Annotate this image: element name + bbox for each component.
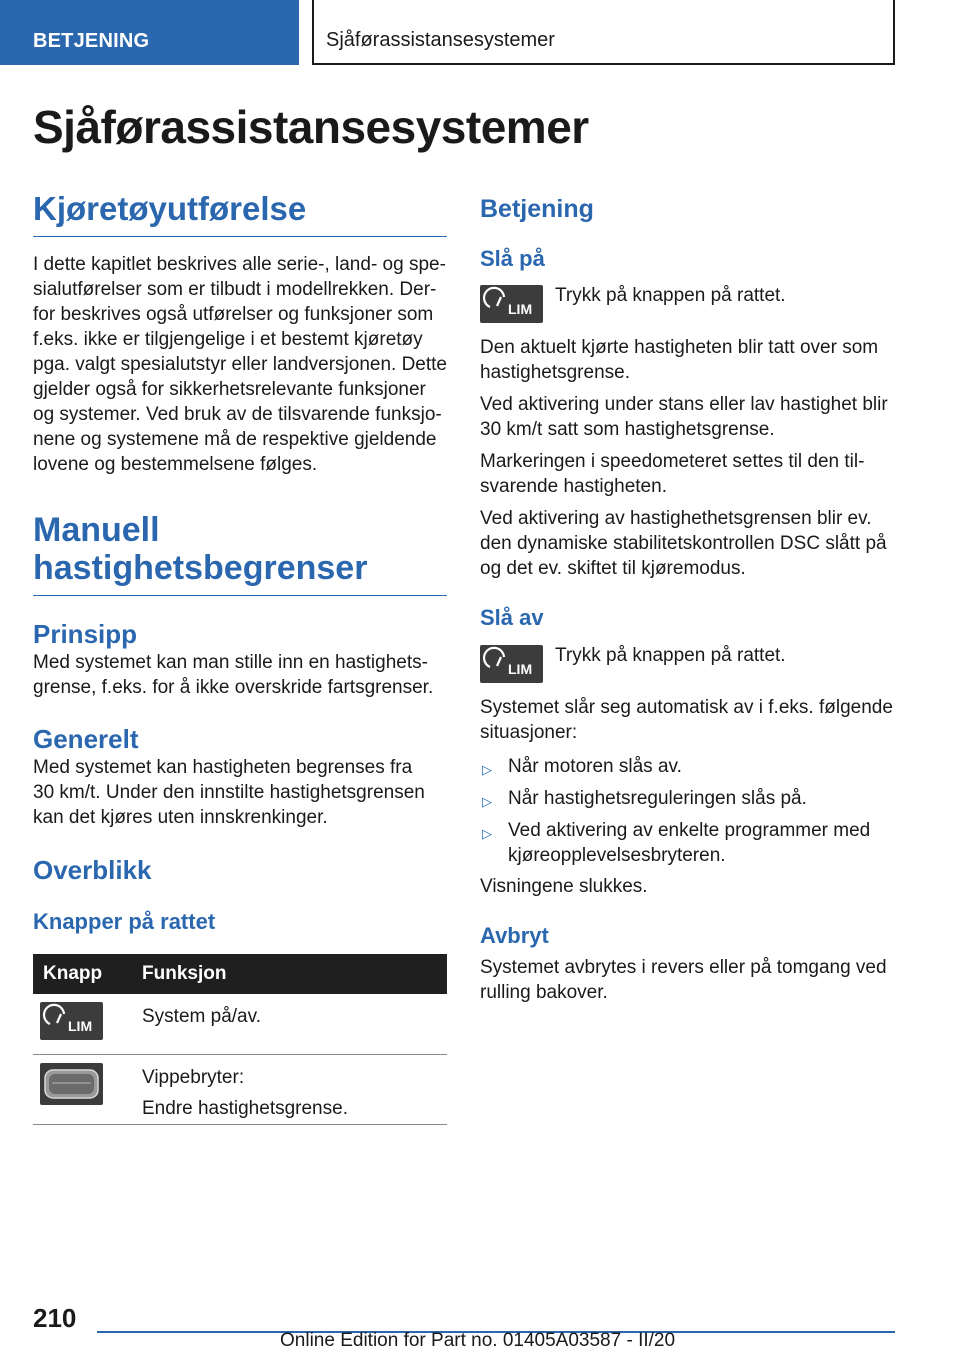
chapter-tab [0, 0, 299, 65]
text-line: sialutførelser som er tilbudt i modellrekken. Der- [33, 279, 437, 300]
table-row [33, 1054, 447, 1124]
text-line: Med systemet kan man stille inn en hastighets- [33, 652, 428, 673]
text-line: rulling bakover. [480, 982, 608, 1003]
list-item [480, 818, 895, 868]
text-line: Med systemet kan hastigheten begrenses fra [33, 757, 413, 778]
triangle-bullet-icon: ▷ [482, 794, 492, 809]
turn-off-press-text: Trykk på knappen på rattet. [555, 645, 786, 666]
turn-off-instruction [480, 645, 895, 683]
list-item [480, 754, 895, 779]
principle-heading: Prinsipp [33, 619, 138, 649]
table-header-function: Funksjon [138, 954, 447, 994]
abort-heading: Avbryt [480, 923, 549, 948]
displays-off-text: Visningene slukkes. [480, 876, 648, 897]
turn-off-paragraph [480, 695, 895, 745]
text-line: den dynamiske stabilitetskontrollen DSC slått på [480, 533, 887, 554]
abort-paragraph [480, 955, 895, 1005]
table-header-button: Knapp [33, 954, 138, 994]
list-item [480, 786, 895, 811]
text-line: Systemet slår seg automatisk av i f.eks. følgende [480, 697, 893, 718]
text-line: lovene og bestemmelsene følges. [33, 454, 318, 475]
text-line: situasjoner: [480, 722, 578, 743]
buttons-heading: Knapper på rattet [33, 909, 216, 934]
operation-heading: Betjening [480, 195, 594, 223]
text-line: Når hastighetsreguleringen slås på. [508, 788, 807, 809]
table-row [33, 994, 447, 1054]
vehicle-heading: Kjøretøyutførelse [33, 190, 447, 237]
turn-on-paragraph [480, 449, 895, 499]
rocker-switch-icon [40, 1063, 103, 1105]
heading-line: hastighetsbegrenser [33, 549, 368, 587]
page-number: 210 [33, 1303, 77, 1333]
speed-limiter-button-icon [480, 645, 543, 683]
page-title: Sjåførassistansesystemer [33, 101, 589, 153]
triangle-bullet-icon: ▷ [482, 762, 492, 777]
text-line: og det ev. skiftet til kjøremodus. [480, 558, 746, 579]
table-cell-icon [33, 994, 138, 1054]
text-line: Markeringen i speedometeret settes til den til- [480, 451, 865, 472]
text-line: hastighetsgrense. [480, 362, 630, 383]
text-line: 30 km/t. Under den innstilte hastighetsgrensen [33, 782, 425, 803]
manual-limiter-heading [33, 511, 447, 596]
principle-paragraph [33, 650, 447, 700]
table-cell-icon [33, 1054, 138, 1124]
text-line: Når motoren slås av. [508, 756, 682, 777]
text-line: 30 km/t satt som hastighetsgrense. [480, 419, 775, 440]
text-line: grense, f.eks. for å ikke overskride fartsgrenser. [33, 677, 434, 698]
text-line: kjøreopplevelsesbryteren. [508, 845, 726, 866]
turn-on-instruction [480, 285, 895, 323]
text-line: nene og systemene må de respektive gjeldende [33, 429, 437, 450]
table-cell-function: System på/av. [138, 994, 447, 1054]
speed-limiter-button-icon [40, 1002, 103, 1040]
text-line: og systemer. Ved bruk av de tilsvarende funksjo- [33, 404, 442, 425]
text-line: Systemet avbrytes i revers eller på tomgang ved [480, 957, 887, 978]
edition-text: Online Edition for Part no. 01405A03587 - II/20 [280, 1330, 676, 1351]
vehicle-paragraph [33, 252, 447, 477]
general-paragraph [33, 755, 447, 830]
left-column [33, 190, 447, 1125]
turn-on-paragraph [480, 392, 895, 442]
turn-on-paragraph [480, 506, 895, 581]
text-line: pga. valgt spesialutstyr eller landversjonen. Dette [33, 354, 448, 375]
turn-on-paragraph [480, 335, 895, 385]
text-line: I dette kapitlet beskrives alle serie-, land- og spe- [33, 254, 446, 275]
section-header-label: Sjåførassistansesystemer [326, 29, 555, 51]
lim-label: LIM [508, 661, 533, 677]
text-line: Ved aktivering av hastighethetsgrensen blir ev. [480, 508, 872, 529]
overview-heading: Overblikk [33, 855, 152, 885]
table-header-row [33, 954, 447, 994]
section-header [312, 0, 895, 65]
turn-on-heading: Slå på [480, 246, 545, 271]
text-line: Vippebryter: [142, 1066, 245, 1088]
text-line: svarende hastigheten. [480, 476, 667, 497]
table-cell-function [138, 1054, 447, 1124]
speed-limiter-button-icon [480, 285, 543, 323]
turn-off-heading: Slå av [480, 605, 544, 630]
text-line: for beskrives også utførelser og funksjoner som [33, 304, 434, 325]
turn-off-situations-list [480, 754, 895, 868]
general-heading: Generelt [33, 724, 139, 754]
buttons-table [33, 954, 447, 1125]
text-line: gjelder også for sikkerhetsrelevante funksjoner [33, 379, 426, 400]
text-line: f.eks. ikke er tilgjengelige i et bestemt kjøretøy [33, 329, 423, 350]
turn-on-press-text: Trykk på knappen på rattet. [555, 285, 786, 306]
lim-label: LIM [68, 1018, 93, 1034]
text-line: Ved aktivering under stans eller lav hastighet blir [480, 394, 888, 415]
lim-label: LIM [508, 301, 533, 317]
right-column [480, 190, 895, 1005]
text-line: kan det kjøres uten innskrenkinger. [33, 807, 328, 828]
text-line: Den aktuelt kjørte hastigheten blir tatt over som [480, 337, 879, 358]
triangle-bullet-icon: ▷ [482, 826, 492, 841]
heading-line: Manuell [33, 511, 160, 549]
chapter-tab-label: BETJENING [33, 30, 150, 52]
text-line: Ved aktivering av enkelte programmer med [508, 820, 871, 841]
text-line: Endre hastighetsgrense. [142, 1097, 348, 1119]
